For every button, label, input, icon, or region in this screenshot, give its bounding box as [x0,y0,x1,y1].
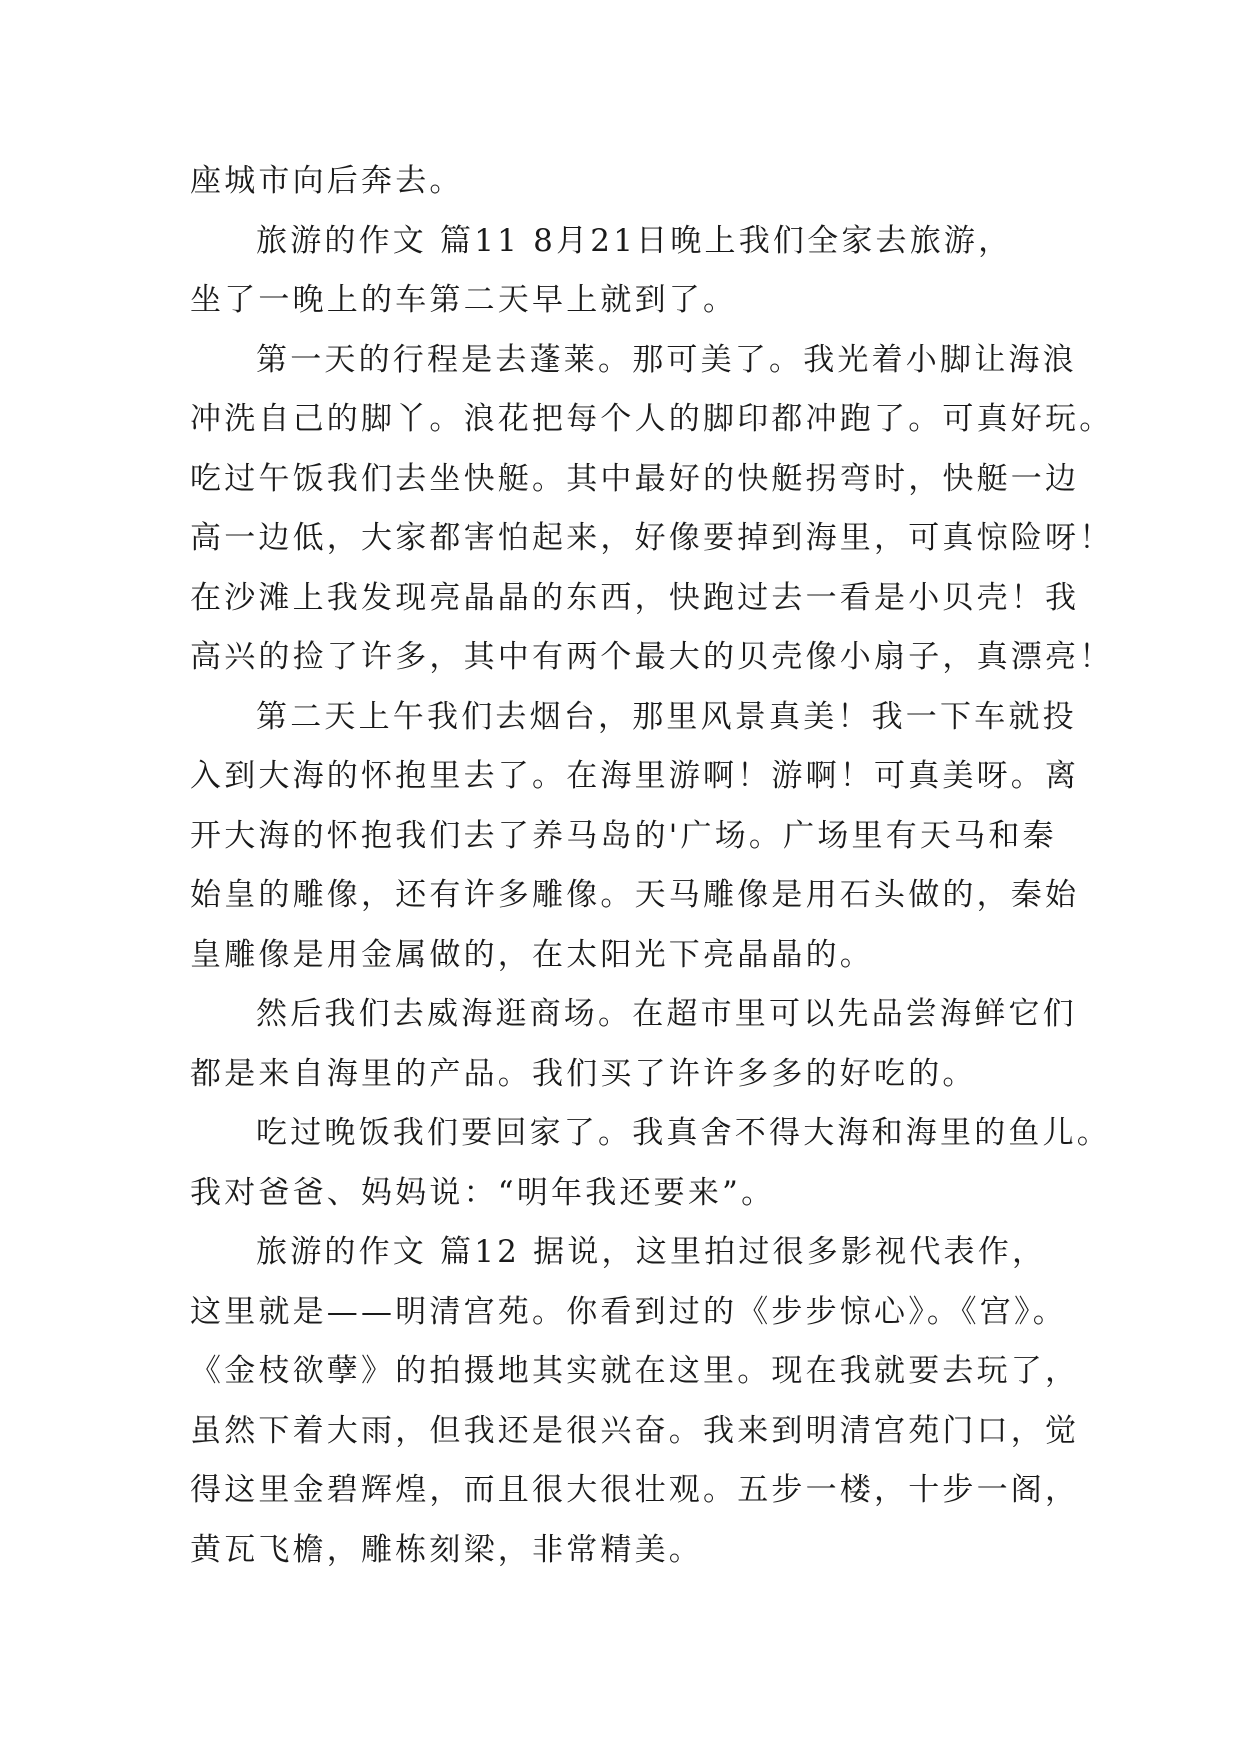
text-line: 《金枝欲孽》的拍摄地其实就在这里。现在我就要去玩了， [190,1353,1080,1389]
text-line: 吃过晚饭我们要回家了。我真舍不得大海和海里的鱼儿。 [256,1115,1111,1151]
text-line: 我对爸爸、妈妈说：“明年我还要来”。 [190,1174,776,1211]
text-line: 坐了一晚上的车第二天早上就到了。 [190,282,738,318]
text-line: 黄瓦飞檐，雕栋刻梁，非常精美。 [190,1531,703,1568]
text-line: 这里就是——明清宫苑。你看到过的《步步惊心》。《宫》。 [190,1293,1067,1330]
text-line: 皇雕像是用金属做的，在太阳光下亮晶晶的。 [190,936,874,973]
text-line: 然后我们去威海逛商场。在超市里可以先品尝海鲜它们 [256,996,1077,1032]
text-line: 都是来自海里的产品。我们买了许许多多的好吃的。 [190,1055,977,1092]
text-line: 高兴的捡了许多，其中有两个最大的贝壳像小扇子，真漂亮！ [190,639,1114,675]
document-body [190,152,1114,1580]
text-line: 开大海的怀抱我们去了养马岛的'广场。广场里有天马和秦 [190,817,1057,854]
text-line: 入到大海的怀抱里去了。在海里游啊！游啊！可真美呀。离 [190,758,1080,794]
text-line: 高一边低，大家都害怕起来，好像要掉到海里，可真惊险呀！ [190,520,1114,556]
text-line: 冲洗自己的脚丫。浪花把每个人的脚印都冲跑了。可真好玩。 [190,401,1114,437]
text-line: 座城市向后奔去。 [190,163,464,199]
text-line: 虽然下着大雨，但我还是很兴奋。我来到明清宫苑门口，觉 [190,1412,1080,1449]
text-line: 得这里金碧辉煌，而且很大很壮观。五步一楼，十步一阁， [190,1472,1080,1508]
text-line: 旅游的作文 篇11 8月21日晚上我们全家去旅游， [256,222,1013,259]
text-line: 第二天上午我们去烟台，那里风景真美！我一下车就投 [256,698,1077,735]
text-line: 在沙滩上我发现亮晶晶的东西，快跑过去一看是小贝壳！我 [190,579,1080,616]
text-line: 旅游的作文 篇12 据说，这里拍过很多影视代表作， [256,1234,1047,1270]
text-line: 始皇的雕像，还有许多雕像。天马雕像是用石头做的，秦始 [190,877,1080,913]
text-line: 吃过午饭我们去坐快艇。其中最好的快艇拐弯时，快艇一边 [190,460,1080,497]
text-line: 第一天的行程是去蓬莱。那可美了。我光着小脚让海浪 [256,341,1077,378]
